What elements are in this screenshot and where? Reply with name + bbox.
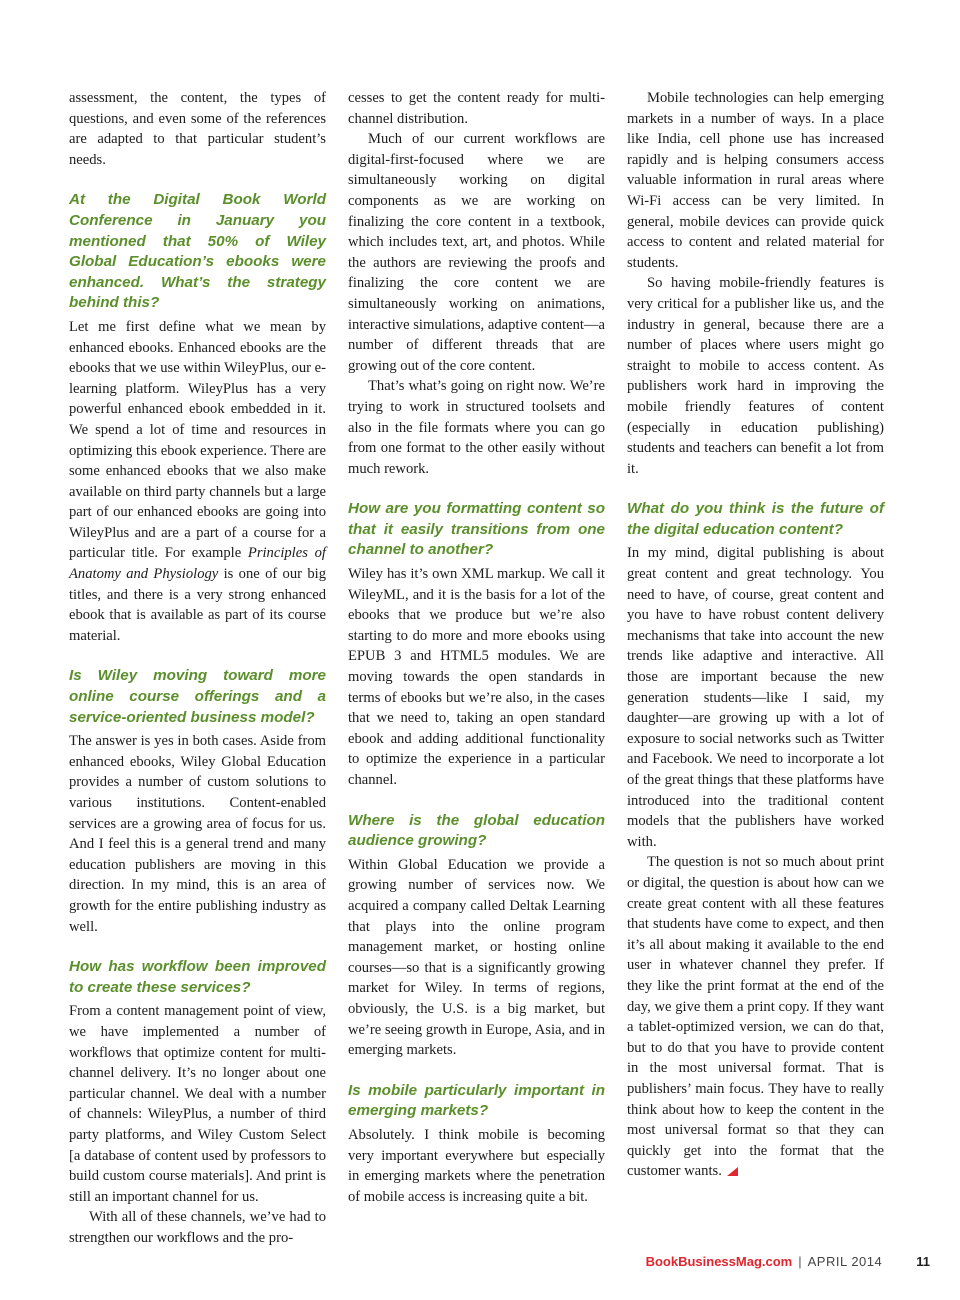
answer-paragraph <box>348 1125 605 1207</box>
answer-paragraph <box>627 852 884 1182</box>
footer-separator: | <box>798 1254 802 1269</box>
answer-paragraph <box>69 88 326 170</box>
interview-question: Is mobile particularly important in emerging markets? <box>348 1081 605 1120</box>
page-number: 11 <box>916 1254 930 1269</box>
interview-question: How are you formatting content so that it easily transitions from one channel to another? <box>348 500 605 559</box>
paragraph-text: Mobile technologies can help emerging markets in a number of ways. In a place like India, cell phone use has increased rapidly and is helping consumers access valuable information in rural areas where Wi-Fi access can be very limited. In general, mobile devices can provide quick access to content and related material for students. <box>627 90 884 271</box>
footer-issue-date: APRIL 2014 <box>807 1254 883 1269</box>
paragraph-text: Absolutely. I think mobile is becoming very important everywhere but especially in emerging markets where the penetration of mobile access is increasing quite a bit. <box>348 1126 605 1205</box>
interview-question: At the Digital Book World Conference in January you mentioned that 50% of Wiley Global Education’s ebooks were enhanced. What’s the strategy behind this? <box>69 191 326 312</box>
article-column-3 <box>627 88 884 1182</box>
paragraph-text: From a content management point of view, we have implemented a number of workflows that optimize content for multi-channel delivery. It’s no longer about one particular channel. We deal with a number of channels: WileyPlus, a number of third party platforms, and Wiley Custom Select [a database of content used by professors to build custom course materials]. And print is still an important channel for us. <box>69 1003 326 1205</box>
paragraph-text: Let me first define what we mean by enhanced ebooks. Enhanced ebooks are the ebooks that we use within WileyPlus, our e-learning platform. WileyPlus has a very powerful enhanced ebook embedded in it. We spend a lot of time and resources in optimizing this ebook experience. There are some enhanced ebooks that we also make available on third party channels but a large part of our enhanced ebooks are going into WileyPlus and are a part of a course for a particular title. For example <box>69 318 326 562</box>
paragraph-text: Wiley has it’s own XML markup. We call it WileyML, and it is the basis for a lot of the ebooks that we produce but we’re also starting to do more and more ebooks using EPUB 3 and HTML5 modules. We are moving towards the open standards in terms of ebooks but we’re also, in the cases that we need to, taking an open standard ebook and adding additional functionality to optimize the experience in a particular channel. <box>348 566 605 788</box>
interview-question: How has workflow been improved to create these services? <box>69 958 326 996</box>
interview-question: Where is the global education audience growing? <box>348 811 605 850</box>
answer-paragraph <box>627 273 884 479</box>
article-column-1 <box>69 88 326 1248</box>
answer-paragraph <box>69 1207 326 1248</box>
paragraph-text: is one of our big titles, and there is a very strong enhanced ebook that is available as part of its course material. <box>69 566 326 644</box>
interview-question: Is Wiley moving toward more online course offerings and a service-oriented business model? <box>69 667 326 726</box>
interview-question: What do you think is the future of the digital education content? <box>627 500 884 538</box>
answer-paragraph <box>69 1001 326 1207</box>
article-column-2 <box>348 88 605 1207</box>
answer-paragraph <box>348 129 605 376</box>
page-footer <box>646 1254 930 1269</box>
end-of-article-triangle-icon <box>727 1167 738 1176</box>
paragraph-text: In my mind, digital publishing is about great content and great technology. You need to have, of course, great content and you have to have robust content delivery mechanisms that take into account the new trends like adaptive and interactive. All those are important because the new generation students—like I said, my daughter—are growing up with a lot of exposure to social networks such as Twitter and Facebook. We need to incorporate a lot of the great things that these platforms have introduced into the traditional content models that the publishers have worked with. <box>627 545 884 850</box>
paragraph-text: So having mobile-friendly features is very critical for a publisher like us, and the industry in general, because there are a number of places where users might go straight to mobile to access content. As publishers work hard in improving the mobile friendly features of content (especially in education publishing) students and teachers can benefit a lot from it. <box>627 275 884 477</box>
footer-site-link[interactable]: BookBusinessMag.com <box>645 1254 793 1269</box>
paragraph-text: The answer is yes in both cases. Aside from enhanced ebooks, Wiley Global Education provides a number of custom solutions to various institutions. Content-enabled services are a growing area of focus for us. And I feel this is a general trend and many education publishers are moving in this direction. In my mind, this is an area of growth for the entire publishing industry as well. <box>69 733 326 935</box>
paragraph-text: With all of these channels, we’ve had to strengthen our workflows and the pro- <box>69 1209 326 1246</box>
answer-paragraph <box>348 88 605 129</box>
answer-paragraph <box>627 88 884 273</box>
answer-paragraph <box>348 855 605 1061</box>
paragraph-text: cesses to get the content ready for multi-channel distribution. <box>348 90 605 127</box>
paragraph-text: The question is not so much about print or digital, the question is about how can we create great content with all these features that students have come to expect, and then it’s all about making it available to the end user in whatever channel they prefer. If they like the print format at the end of the day, we give them a print copy. If they want a tablet-optimized version, we can do that, but to do that you have to provide content in the most universal format. That is publishers’ main focus. They have to really think about how to keep the content in the most universal format so that they can quickly get into the format that the customer wants. <box>627 854 884 1180</box>
paragraph-text: That’s what’s going on right now. We’re trying to work in structured toolsets and also in the file formats where you can go from one format to the other easily without much rework. <box>348 378 605 477</box>
answer-paragraph <box>348 376 605 479</box>
answer-paragraph <box>348 564 605 791</box>
book-title: Principles of Anatomy and Physiology <box>69 545 326 583</box>
answer-paragraph <box>627 543 884 852</box>
answer-paragraph <box>69 731 326 937</box>
paragraph-text: Within Global Education we provide a growing number of services now. We acquired a company called Deltak Learning that plays into the online program management market, or hosting online courses—so that is a significantly growing market for Wiley. In terms of regions, obviously, the U.S. is a big market, but we’re seeing growth in Europe, Asia, and in emerging markets. <box>348 856 605 1059</box>
paragraph-text: assessment, the content, the types of questions, and even some of the references are adapted to that particular student’s needs. <box>69 90 326 168</box>
paragraph-text: Much of our current workflows are digital-first-focused where we are simultaneously working on digital components as we are working on finalizing the core content in a textbook, which includes text, art, and photos. While the authors are reviewing the proofs and finalizing the core content we are simultaneously working on animations, interactive simulations, adaptive content—a number of different threads that are growing out of the core content. <box>348 131 605 374</box>
answer-paragraph <box>69 317 326 647</box>
